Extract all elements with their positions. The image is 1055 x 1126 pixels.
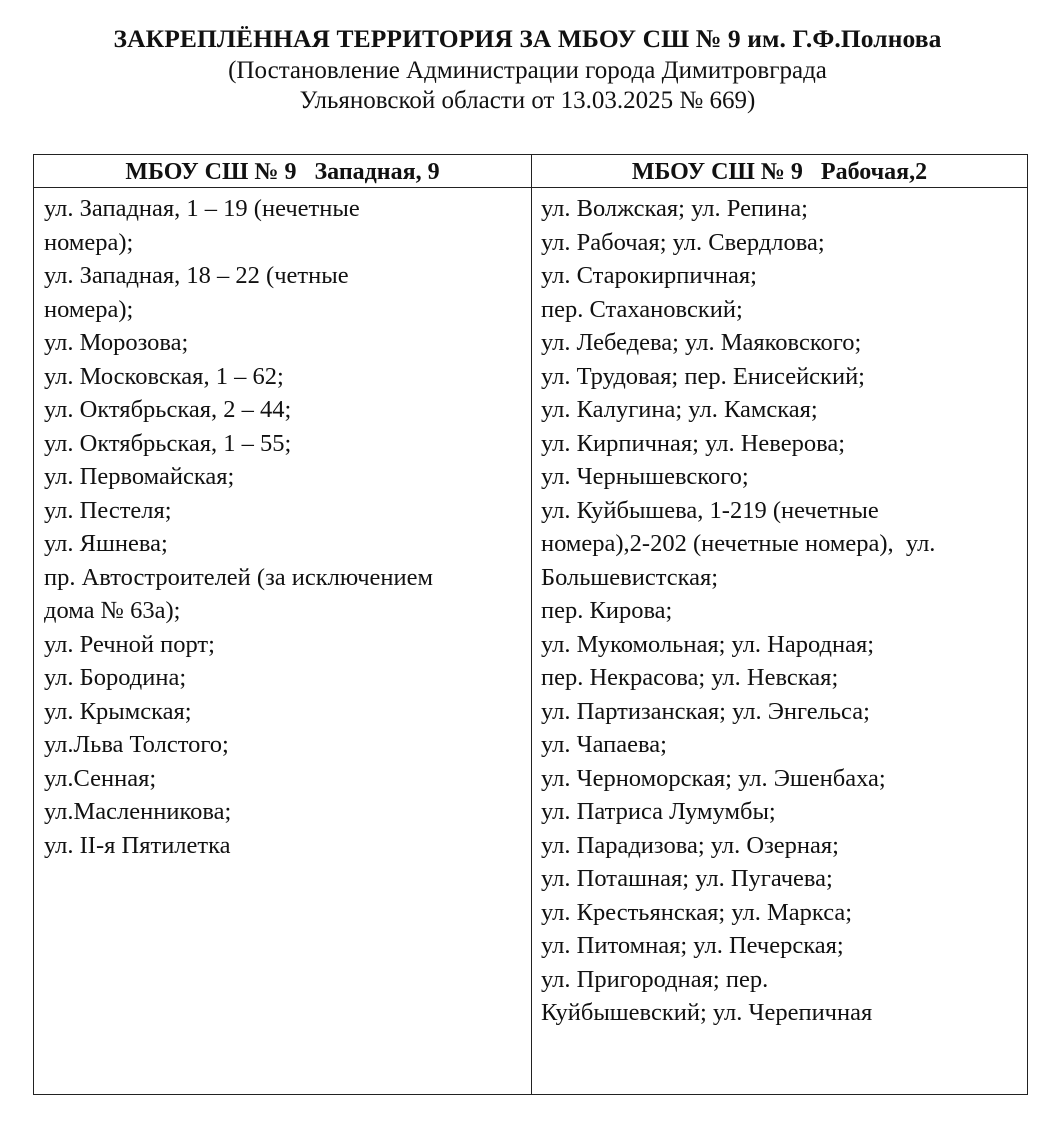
street-entry-line: ул. Западная, 18 – 22 (четные [44, 262, 349, 289]
street-entry-line: пер. Кирова; [541, 597, 673, 624]
street-entry-line: ул. Парадизова; ул. Озерная; [541, 831, 839, 859]
street-entry-line: дома № 63а); [44, 597, 181, 624]
street-entry-line: ул. Октябрьская, 1 – 55; [44, 429, 292, 457]
document-subtitle-line-1: (Постановление Администрации города Димитровграда [228, 57, 827, 84]
street-entry-line: номера),2-202 (нечетные номера), ул. [541, 530, 936, 557]
street-entry-line: ул. Речной порт; [44, 630, 215, 658]
street-entry-line: ул.Льва Толстого; [44, 731, 229, 758]
left-column-header: МБОУ СШ № 9 Западная, 9 [125, 159, 440, 185]
street-entry-line: ул. Пригородная; пер. [541, 965, 769, 993]
street-entry-line: ул. Октябрьская, 2 – 44; [44, 396, 292, 423]
street-entry-line: ул. Рабочая; ул. Свердлова; [541, 228, 825, 256]
street-entry-line: номера); [44, 295, 134, 323]
street-entry-line: ул. Партизанская; ул. Энгельса; [541, 697, 870, 725]
street-entry-line: ул.Масленникова; [44, 798, 232, 825]
street-entry-line: ул. Старокирпичная; [541, 262, 757, 289]
street-entry-line: ул. Западная, 1 – 19 (нечетные [44, 195, 360, 222]
street-entry-line: ул. Пестеля; [44, 496, 172, 524]
right-column-header: МБОУ СШ № 9 Рабочая,2 [631, 159, 928, 185]
document-subtitle-line-2: Ульяновской области от 13.03.2025 № 669) [299, 87, 756, 114]
street-entry-line: ул. Кирпичная; ул. Неверова; [541, 429, 846, 457]
street-entry-line: Куйбышевский; ул. Черепичная [541, 999, 873, 1026]
street-entry-line: ул. Черноморская; ул. Эшенбаха; [541, 764, 886, 792]
street-entry-line: ул. Чернышевского; [541, 463, 749, 490]
street-entry-line: Большевистская; [541, 563, 719, 591]
left-column-streets [44, 192, 526, 862]
header-divider [34, 187, 1027, 188]
street-entry-line: ул. Патриса Лумумбы; [541, 798, 776, 825]
street-entry-line: ул.Сенная; [44, 764, 157, 792]
street-entry-line: ул. Волжская; ул. Репина; [541, 195, 808, 222]
street-entry-line: пер. Некрасова; ул. Невская; [541, 664, 839, 691]
street-entry-line: ул. Чапаева; [541, 731, 667, 758]
street-entry-line: ул. Калугина; ул. Камская; [541, 396, 818, 423]
column-divider [531, 155, 532, 1094]
street-entry-line: ул. Поташная; ул. Пугачева; [541, 865, 833, 892]
document-header [0, 22, 1055, 116]
document-title: ЗАКРЕПЛЁННАЯ ТЕРРИТОРИЯ ЗА МБОУ СШ № 9 им. Г.Ф.Полнова [113, 24, 942, 53]
street-entry-line: пер. Стахановский; [541, 295, 743, 323]
street-entry-line: ул. Трудовая; пер. Енисейский; [541, 362, 865, 390]
street-entry-line: номера); [44, 228, 134, 256]
right-column-streets [541, 192, 1025, 1030]
street-entry-line: ул. Питомная; ул. Печерская; [541, 932, 844, 959]
street-entry-line: ул. Лебедева; ул. Маяковского; [541, 329, 862, 356]
street-entry-line: ул. Крестьянская; ул. Маркса; [541, 898, 853, 926]
street-entry-line: ул. II-я Пятилетка [44, 831, 231, 859]
street-entry-line: ул. Мукомольная; ул. Народная; [541, 630, 875, 658]
street-entry-line: ул. Первомайская; [44, 463, 235, 490]
street-entry-line: пр. Автостроителей (за исключением [44, 563, 434, 591]
street-entry-line: ул. Крымская; [44, 697, 192, 725]
territory-table [33, 154, 1028, 1095]
street-entry-line: ул. Яшнева; [44, 530, 168, 557]
street-entry-line: ул. Московская, 1 – 62; [44, 362, 284, 390]
street-entry-line: ул. Морозова; [44, 329, 189, 356]
street-entry-line: ул. Куйбышева, 1-219 (нечетные [541, 496, 879, 524]
street-entry-line: ул. Бородина; [44, 664, 187, 691]
